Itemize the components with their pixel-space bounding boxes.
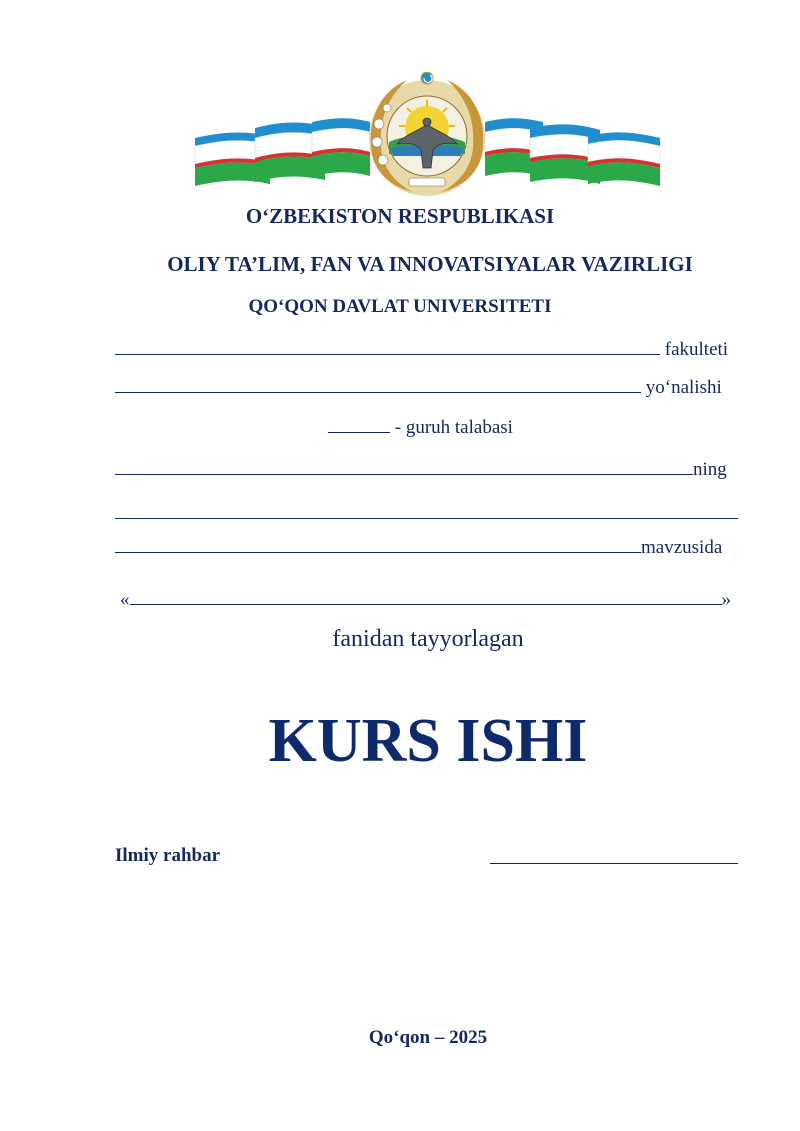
flag-ribbon-right xyxy=(485,118,660,186)
faculty-row xyxy=(115,338,728,361)
state-emblem-icon xyxy=(190,72,665,196)
student-row xyxy=(115,458,727,481)
student-suffix: ning xyxy=(693,459,727,480)
document-title: KURS ISHI xyxy=(268,707,588,775)
student-name-blank[interactable] xyxy=(115,458,693,475)
subject-open-quote: « xyxy=(120,589,130,610)
emblem-seal xyxy=(369,72,485,196)
university-title: QO‘QON DAVLAT UNIVERSITETI xyxy=(248,296,552,317)
place-and-year: Qo‘qon – 2025 xyxy=(368,1027,488,1048)
supervisor-label: Ilmiy rahbar xyxy=(115,845,221,866)
faculty-blank[interactable] xyxy=(115,338,660,355)
direction-row xyxy=(115,376,722,399)
topic-line-1 xyxy=(115,502,738,525)
topic-blank-1[interactable] xyxy=(115,502,738,519)
group-suffix: - guruh talabasi xyxy=(394,417,513,438)
group-blank[interactable] xyxy=(328,416,390,433)
subject-close-quote: » xyxy=(721,589,731,610)
group-row xyxy=(328,416,513,439)
flag-ribbon-left xyxy=(195,118,370,186)
republic-title: O‘ZBEKISTON RESPUBLIKASI xyxy=(245,204,555,228)
ministry-title: OLIY TA’LIM, FAN VA INNOVATSIYALAR VAZIRLIGI xyxy=(167,252,693,276)
subject-row xyxy=(120,588,731,611)
topic-suffix: mavzusida xyxy=(641,537,723,558)
direction-blank[interactable] xyxy=(115,376,641,393)
supervisor-signature-blank[interactable] xyxy=(490,844,738,864)
topic-blank-2[interactable] xyxy=(115,536,641,553)
topic-row xyxy=(115,536,722,559)
prepared-for-subject-text: fanidan tayyorlagan xyxy=(332,626,524,652)
subject-blank[interactable] xyxy=(130,588,722,605)
faculty-suffix: fakulteti xyxy=(664,339,729,360)
direction-suffix: yo‘nalishi xyxy=(645,377,722,398)
